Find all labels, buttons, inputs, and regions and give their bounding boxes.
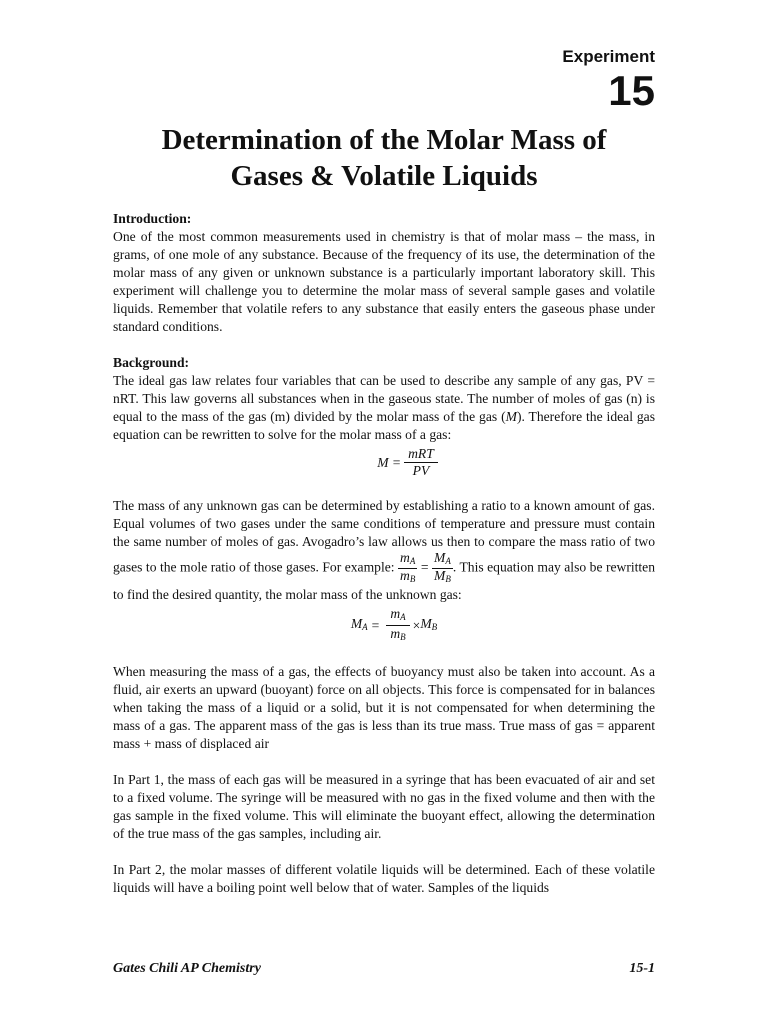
molar-mass-ratio-fraction: $\frac{M_A}{M_B}$ xyxy=(434,550,451,584)
experiment-label: Experiment xyxy=(562,47,655,66)
background-paragraph-1: The ideal gas law relates four variables that can be used to describe any sample of any gas, PV = nRT. This law governs all substances when in the gaseous state. The number of moles of gas (n) is equal to the mass of the gas (m) divided by the molar mass of the gas (M). Therefore the ideal gas equation can be rewritten to solve for the molar mass of a gas: xyxy=(113,373,656,442)
footer-page-number: 15-1 xyxy=(629,961,655,976)
part2-paragraph: In Part 2, the molar masses of different volatile liquids will be determined. Each of these volatile liquids will have a boiling point well below that of water. Samples of the liquids xyxy=(113,862,655,895)
buoyancy-paragraph: When measuring the mass of a gas, the effects of buoyancy must also be taken into account. As a fluid, air exerts an upward (buoyant) force on all objects. This force is compensated for in balances when taking the mass of a liquid or a solid, but it is not compensated for when determining the mass of a gas. The apparent mass of the gas is less than its true mass. True mass of gas = apparent mass + mass of displaced air xyxy=(113,664,655,751)
introduction-heading: Introduction: xyxy=(113,211,192,226)
unknown-molar-mass-equation: $M_A$ = $\frac{m_A}{m_B}$ × $M_B$ xyxy=(350,606,438,642)
molar-mass-equation: M = $\frac{\text{mRT}}{PV}$ xyxy=(113,446,655,479)
footer-course: Gates Chili AP Chemistry xyxy=(113,961,261,976)
introduction-paragraph: One of the most common measurements used in chemistry is that of molar mass – the mass, in grams, of one mole of any substance. Because of the frequency of its use, the determination of the molar mass of any given or unknown substance is a particularly important laboratory skill. This experiment will challenge you to determine the molar mass of several sample gases and volatile liquids. Remember that volatile refers to any substance that easily enters the gaseous phase under standard conditions. xyxy=(113,229,655,334)
background-heading: Background: xyxy=(113,355,190,370)
title-line-1: Determination of the Molar Mass of xyxy=(161,124,607,156)
document-title xyxy=(113,122,655,194)
experiment-number: 15 xyxy=(608,67,655,114)
part1-paragraph: In Part 1, the mass of each gas will be measured in a syringe that has been evacuated of air and set to a fixed volume. The syringe will be measured with no gas in the fixed volume and then with the gas sample in the fixed volume. This will eliminate the buoyant effect, allowing the determination of the true mass of the gas samples, including air. xyxy=(113,772,655,841)
mass-ratio-fraction: $\frac{m_A}{m_B}$ xyxy=(400,550,416,584)
document-body xyxy=(113,210,655,897)
title-line-2: Gases & Volatile Liquids xyxy=(230,160,538,192)
background-paragraph-2: The mass of any unknown gas can be determined by establishing a ratio to a known amount of gas. Equal volumes of two gases under the same conditions of temperature and pressure must contain the same number of moles of gas. Avogadro’s law allows us then to compare the mass ratio of two gases to the mole ratio of those gases. For example: $\frac{m_A}{m_B}$ = $\frac{M_A}{M_B}$ . This equation may also be rewritten to find the desired quantity, the molar mass of the unknown gas: xyxy=(113,498,656,602)
